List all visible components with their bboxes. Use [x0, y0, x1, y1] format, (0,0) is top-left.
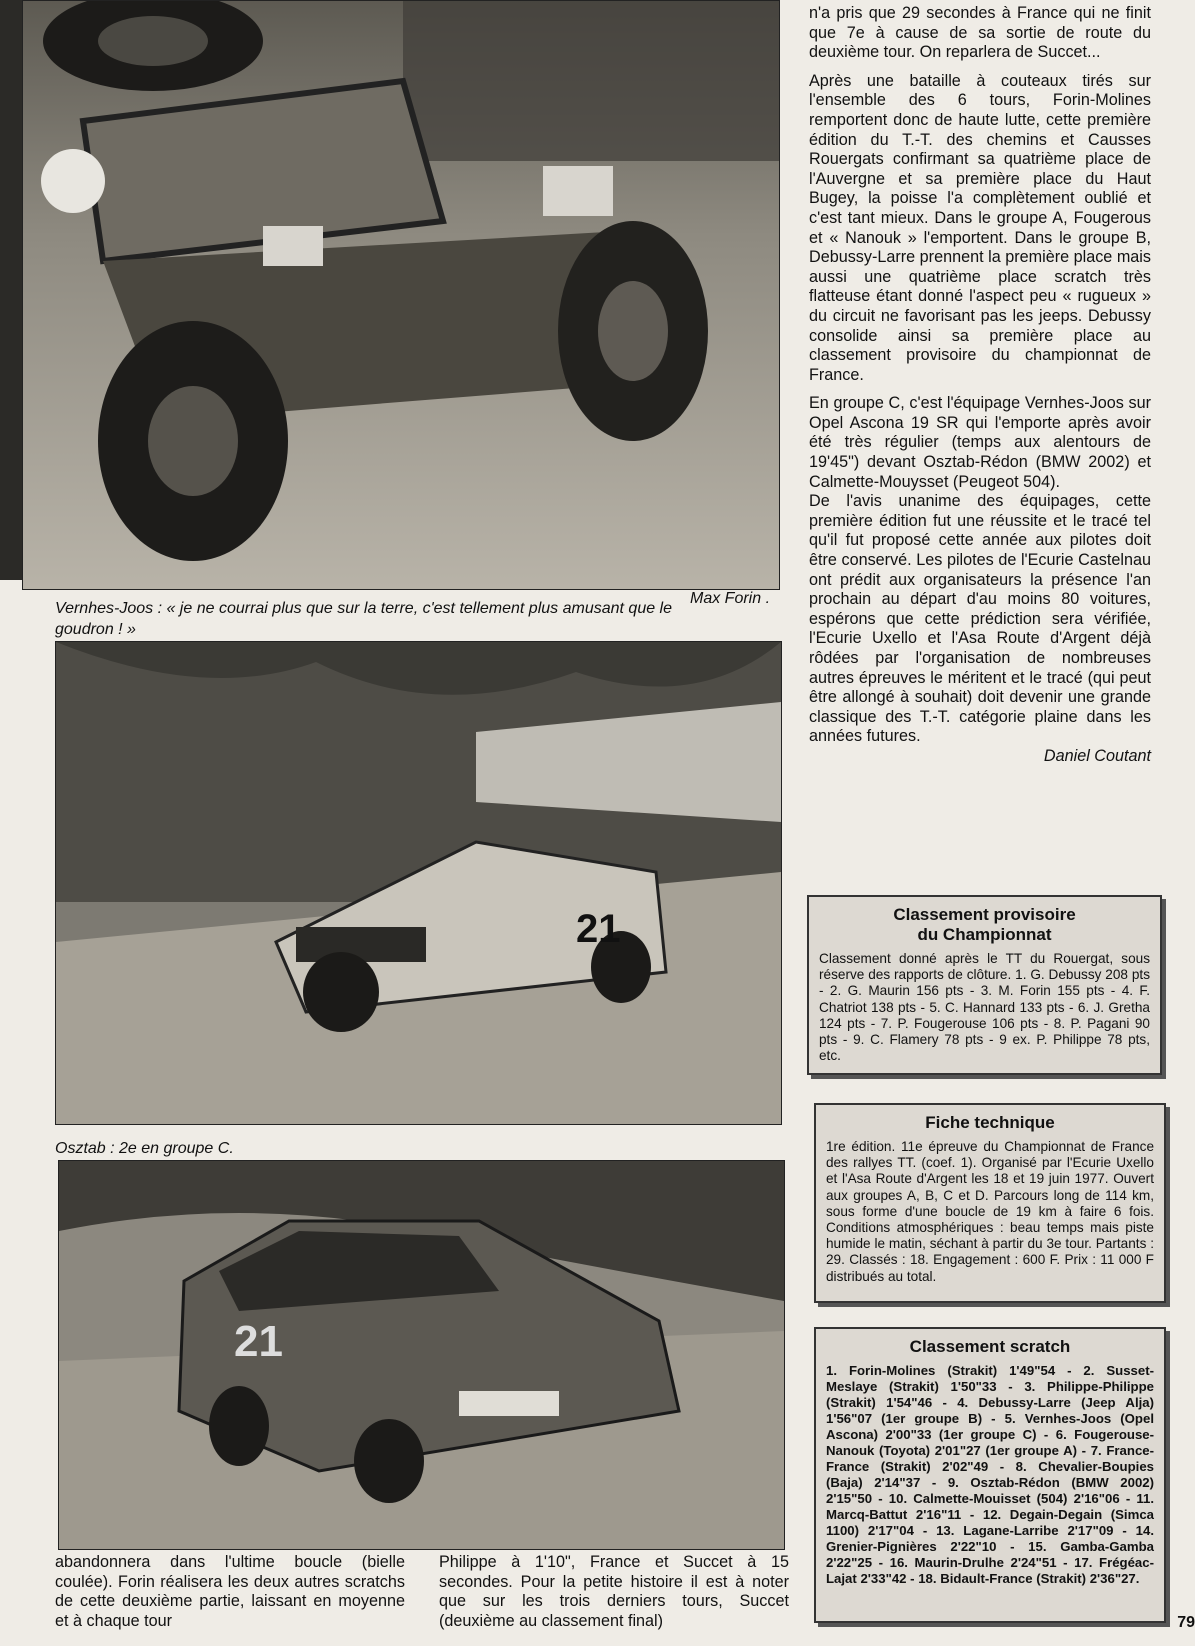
- bottom-text-col1: abandonnera dans l'ultime boucle (bielle coulée). Forin réalisera les deux autres scratchs de cette deuxième partie, laissant en moyenne et à chaque tour: [55, 1553, 405, 1630]
- article-right-column: [809, 4, 1151, 776]
- svg-text:21: 21: [234, 1317, 283, 1366]
- box-body: 1. Forin-Molines (Strakit) 1'49"54 - 2. Susset-Meslaye (Strakit) 1'50"33 - 3. Philippe-Philippe (Strakit) 1'54"46 - 4. Debussy-Larre (Jeep Alja) 1'56"07 (1er groupe B) - 5. Vernhes-Joos (Opel Ascona) 2'00"33 (1er groupe C) - 6. Fougerouse-Nanouk (Toyota) 2'01"27 (1er groupe A) - 7. France-France (Strakit) 2'02"49 - 8. Chevalier-Boupies (Baja) 2'14"37 - 9. Osztab-Rédon (BMW 2002) 2'15"50 - 10. Calmette-Mouisset (504) 2'16"06 - 11. Marcq-Battut 2'16"11 - 12. Degain-Degain (Simca 1100) 2'17"04 - 13. Lagane-Larribe 2'17"09 - 14. Grenier-Pignières 2'22"10 - 15. Gamba-Gamba 2'22"25 - 16. Maurin-Drulhe 2'24"51 - 17. Frégéac-Lajat 2'33"42 - 18. Bidault-France (Strakit) 2'36"27.: [826, 1363, 1154, 1586]
- author-signature: Daniel Coutant: [1043, 746, 1151, 765]
- photo-buggy: [22, 0, 780, 590]
- paragraph: En groupe C, c'est l'équipage Vernhes-Joos sur Opel Ascona 19 SR qui l'emporte après avoir été très régulier (temps aux alentours de 19'45") devant Osztab-Rédon (BMW 2002) et Calmette-Mouysset (Peugeot 504).: [809, 394, 1151, 491]
- box-body: Classement donné après le TT du Rouergat, sous réserve des rapports de clôture. 1. G. Debussy 208 pts - 2. G. Maurin 156 pts - 3. M. Forin 155 pts - 4. F. Chatriot 138 pts - 5. C. Hannard 133 pts - 6. J. Gretha 124 pts - 7. P. Fougerouse 106 pts - 8. P. Pagani 90 pts - 9. C. Flamery 78 pts - 9 ex. P. Philippe 78 pts, etc.: [819, 951, 1150, 1064]
- box-classement-scratch: [814, 1327, 1166, 1623]
- binding-edge: [0, 0, 22, 580]
- svg-text:21: 21: [576, 907, 621, 951]
- photo-bmw: [58, 1160, 785, 1550]
- bottom-text-col2: Philippe à 1'10", France et Succet à 15 secondes. Pour la petite histoire il est à noter que sur les trois derniers tours, Succet (deuxième au classement final): [439, 1553, 789, 1630]
- photo-opel-caption: Osztab : 2e en groupe C.: [55, 1140, 234, 1157]
- page-number: 79: [1177, 1614, 1195, 1631]
- photo-opel: [55, 641, 782, 1125]
- box-body: 1re édition. 11e épreuve du Championnat de France des rallyes TT. (coef. 1). Organisé par l'Ecurie Uxello et l'Asa Route d'Argent les 18 et 19 juin 1977. Ouvert aux groupes A, B, C et D. Parcours long de 114 km, sous forme d'une boucle de 19 km à faire 6 fois. Conditions atmosphériques : beau temps mais piste humide le matin, séchant à partir du 3e tour. Partants : 29. Classés : 18. Engagement : 600 F. Prix : 11 000 F distribués au total.: [826, 1139, 1154, 1284]
- paragraph: n'a pris que 29 secondes à France qui ne finit que 7e à cause de sa sortie de route du deuxième tour. On reparlera de Succet...: [809, 4, 1151, 62]
- box-title: Fiche technique: [925, 1113, 1055, 1132]
- box-fiche-technique: [814, 1103, 1166, 1303]
- paragraph: Après une bataille à couteaux tirés sur l'ensemble des 6 tours, Forin-Molines remportent donc de haute lutte, cette première édition du T.-T. des chemins et Causses Rouergats confirmant sa quatrième place de l'Auvergne et sa première place du Haut Bugey, la poisse l'a complètement oublié et c'est tant mieux. Dans le groupe A, Fougerous et « Nanouk » l'emportent. Dans le groupe B, Debussy-Larre prennent la première place mais aussi une quatrième place scratch très flatteuse étant donné l'aspect peu « rugueux » du circuit ne favorisant pas les jeeps. Debussy consolide ainsi sa première place au classement provisoire du championnat de France.: [809, 71, 1151, 384]
- box-title: [819, 905, 1150, 945]
- box-title-line1: Classement provisoire: [893, 905, 1076, 924]
- paragraph: De l'avis unanime des équipages, cette première édition fut une réussite et le tracé tel qu'il fut proposé cette année aux pilotes doit être conservé. Les pilotes de l'Ecurie Castelnau ont prédit aux organisateurs la présence l'an prochain au départ d'au moins 80 voitures, espérons que cette prédiction sera vérifiée, l'Ecurie Uxello et l'Asa Route d'Argent déjà rôdées par l'organisation de nombreuses autres épreuves le méritent et le tracé (qui peut être allongé à souhait) doit devenir une grande classique des T.-T. catégorie plaine dans les années futures.: [809, 492, 1151, 746]
- box-classement-provisoire: [807, 895, 1162, 1075]
- box-title: Classement scratch: [909, 1337, 1071, 1356]
- photo-buggy-caption: Vernhes-Joos : « je ne courrai plus que sur la terre, c'est tellement plus amusant que le goudron ! »: [55, 600, 673, 638]
- box-title-line2: du Championnat: [917, 925, 1052, 944]
- photo-credit: Max Forin .: [690, 590, 771, 607]
